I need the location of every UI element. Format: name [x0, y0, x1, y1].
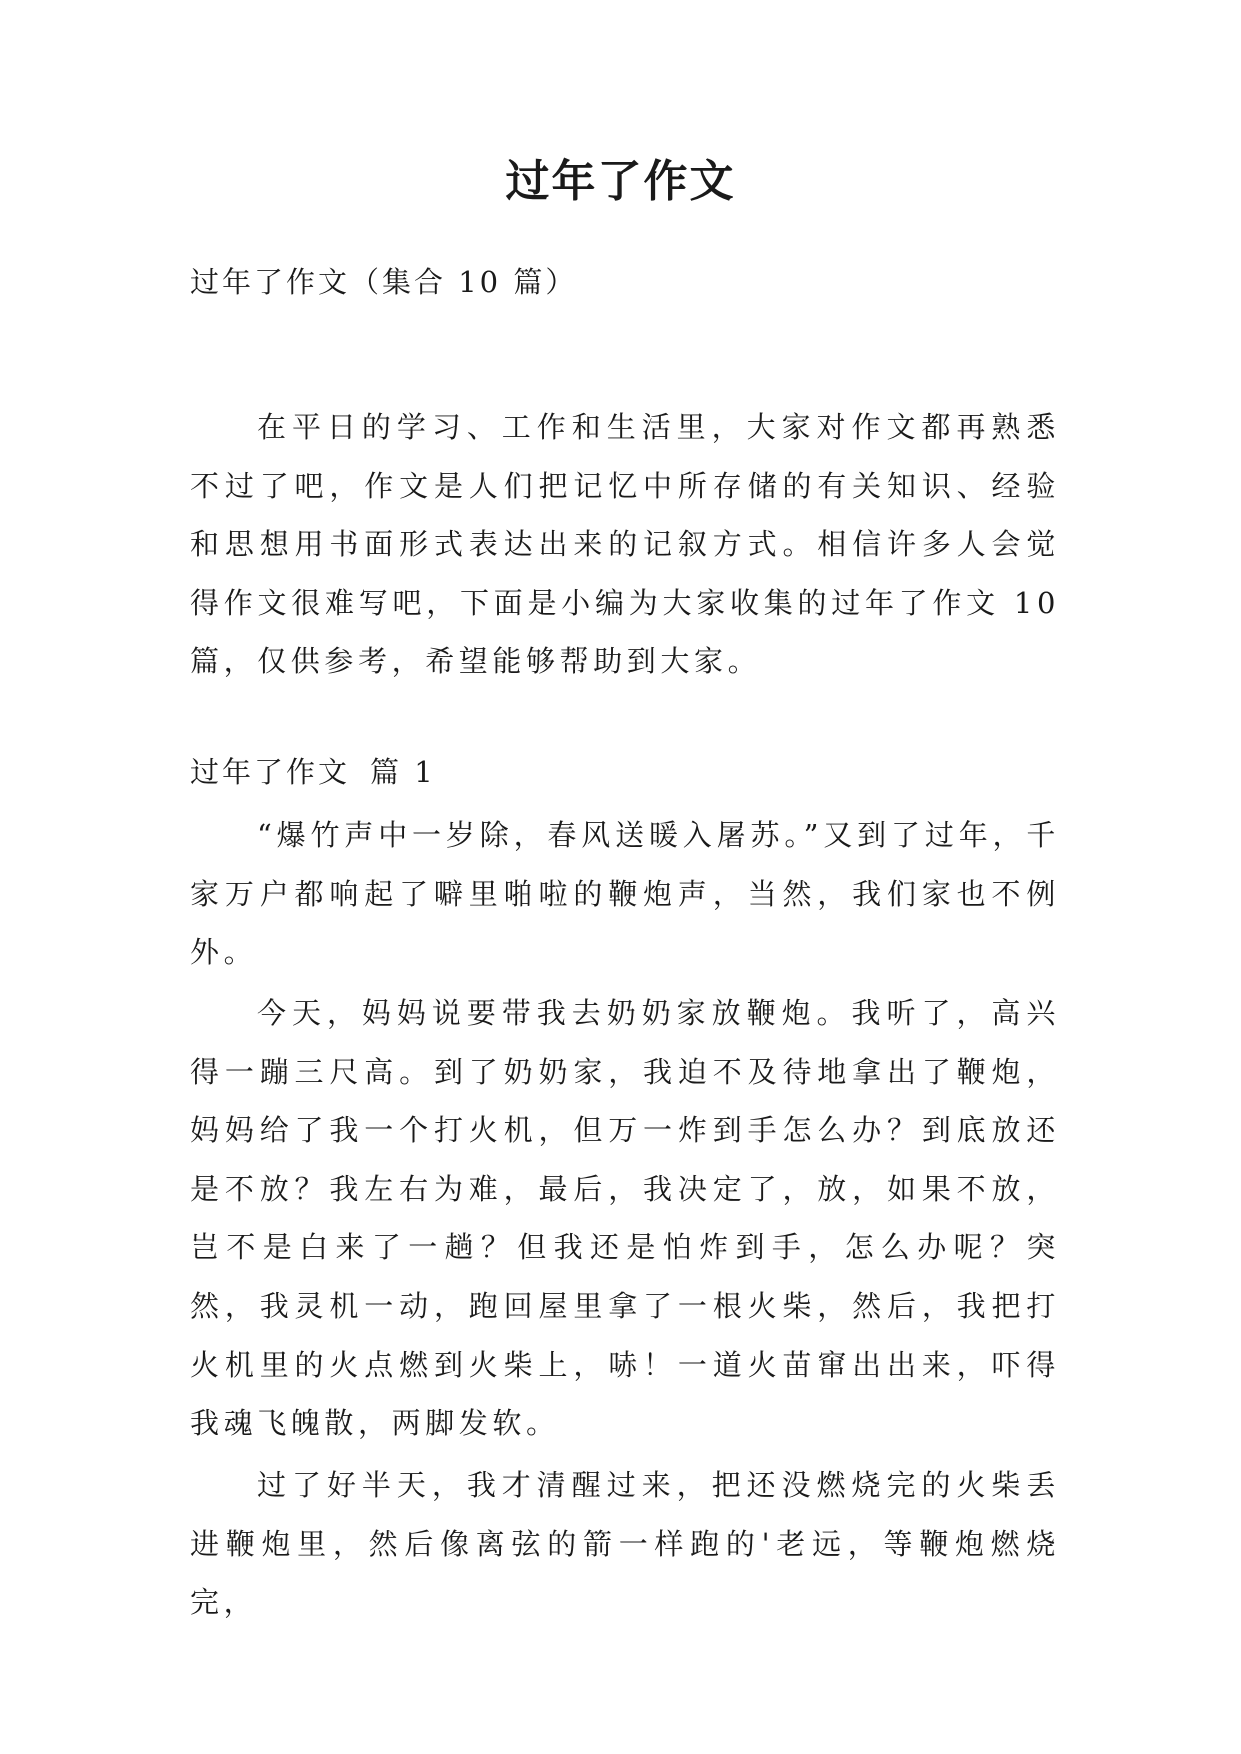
section-heading-title: 过年了作文: [190, 755, 351, 789]
section-heading: [190, 752, 436, 792]
body-paragraph: 过了好半天，我才清醒过来，把还没燃烧完的火柴丢进鞭炮里，然后像离弦的箭一样跑的'老远，等鞭炮燃烧完，: [190, 1468, 1060, 1620]
body-paragraph: “爆竹声中一岁除，春风送暖入屠苏。”又到了过年，千家万户都响起了噼里啪啦的鞭炮声，当然，我们家也不例外。: [190, 818, 1060, 970]
body-paragraph: 今天，妈妈说要带我去奶奶家放鞭炮。我听了，高兴得一蹦三尺高。到了奶奶家，我迫不及待地拿出了鞭炮，妈妈给了我一个打火机，但万一炸到手怎么办？到底放还是不放？我左右为难，最后，我决定了，放，如果不放，岂不是白来了一趟？但我还是怕炸到手，怎么办呢？突然，我灵机一动，跑回屋里拿了一根火柴，然后，我把打火机里的火点燃到火柴上，哧！一道火苗窜出出来，吓得我魂飞魄散，两脚发软。: [190, 996, 1060, 1441]
intro-paragraph: 在平日的学习、工作和生活里，大家对作文都再熟悉不过了吧，作文是人们把记忆中所存储的有关知识、经验和思想用书面形式表达出来的记叙方式。相信许多人会觉得作文很难写吧，下面是小编为大家收集的过年了作文 10 篇，仅供参考，希望能够帮助到大家。: [190, 410, 1060, 679]
section-heading-number: 篇 1: [370, 755, 436, 789]
document-title: 过年了作文: [505, 156, 736, 207]
document-subtitle: 过年了作文（集合 10 篇）: [190, 265, 578, 299]
